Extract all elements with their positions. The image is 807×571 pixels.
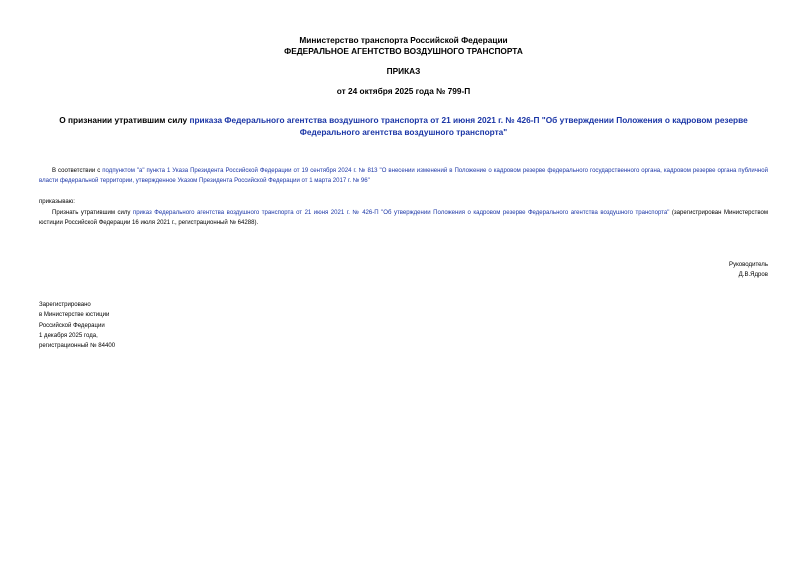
- paragraph-basis: [39, 166, 768, 187]
- signature-block: [729, 260, 768, 281]
- order-link[interactable]: приказ Федерального агентства воздушного транспорта от 21 июня 2021 г. № 426-П "Об утверждении Положения о кадровом резерве Федерального агентства воздушного транспорта": [132, 210, 670, 216]
- registration-block: [39, 300, 115, 351]
- order-word: приказываю:: [39, 199, 75, 205]
- signer-position: Руководитель: [729, 262, 768, 268]
- registration-line: в Министерстве юстиции: [39, 312, 110, 319]
- document-title: [50, 115, 757, 138]
- registration-line: Зарегистрировано: [39, 302, 91, 308]
- basis-prefix: В соответствии с: [52, 168, 103, 174]
- registration-line: 1 декабря 2025 года,: [39, 332, 98, 339]
- document-date-number: от 24 октября 2025 года № 799-П: [336, 86, 471, 96]
- order-prefix: Признать утратившим силу: [52, 210, 133, 216]
- ministry-name: Министерство транспорта Российской Федерации: [299, 35, 508, 45]
- order-suffix: (зарегистрирован Министерством юстиции Российской Федерации 16 июля 2021 г., регистрационный № 64288).: [39, 210, 768, 227]
- title-link[interactable]: приказа Федерального агентства воздушного транспорта от 21 июня 2021 г. № 426-П "Об утверждении Положения о кадровом резерве Федерального агентства воздушного транспорта": [189, 115, 748, 137]
- agency-name: ФЕДЕРАЛЬНОЕ АГЕНТСТВО ВОЗДУШНОГО ТРАНСПОРТА: [284, 46, 523, 56]
- document-type: ПРИКАЗ: [386, 66, 421, 76]
- paragraph-order: [39, 208, 768, 229]
- basis-link[interactable]: подпунктом "а" пункта 1 Указа Президента Российской Федерации от 19 сентября 2024 г. № 813 "О внесении изменений в Положение о кадровом резерве федерального государственного органа, кадровом резерве органа публичной власти федеральной территории, утвержденное Указом Президента Российской Федерации от 1 марта 2017 г. № 96": [39, 168, 768, 185]
- signer-name: Д.В.Ядров: [738, 272, 768, 279]
- registration-line: Российской Федерации: [39, 322, 105, 329]
- registration-line: регистрационный № 84400: [39, 343, 116, 350]
- title-prefix: О признании утратившим силу: [59, 115, 190, 125]
